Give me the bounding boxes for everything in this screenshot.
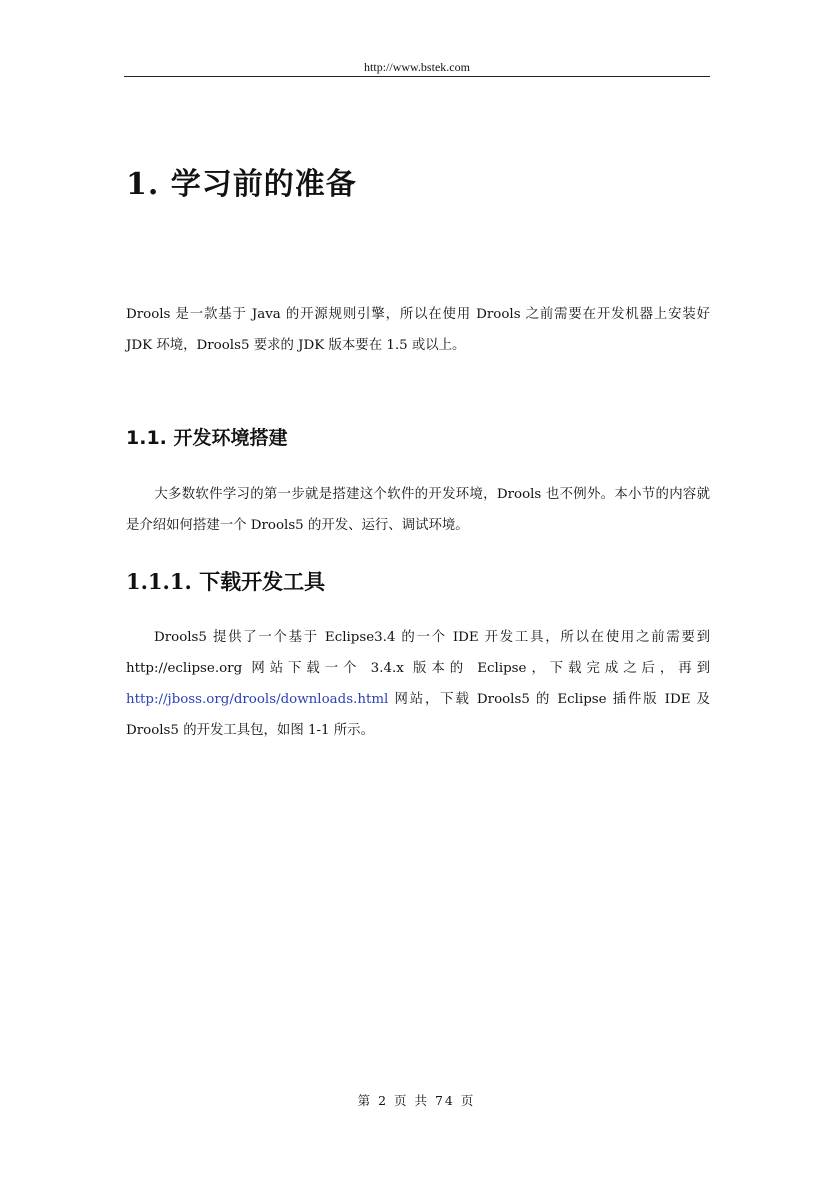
- jboss-downloads-link[interactable]: http://jboss.org/drools/downloads.html: [126, 692, 389, 707]
- header-url: http://www.bstek.com: [364, 60, 470, 74]
- section-1-1-paragraph: [126, 479, 710, 541]
- page-footer: [0, 1091, 833, 1109]
- page-number: 第 2 页 共 74 页: [357, 1093, 476, 1108]
- section-1-1-1-text-before: Drools5 提供了一个基于 Eclipse3.4 的一个 IDE 开发工具，所以在使用之前需要到 http://eclipse.org 网站下载一个 3.4.x 版本的 Eclipse，下载完成之后，再到: [126, 630, 710, 676]
- section-1-1-text: 大多数软件学习的第一步就是搭建这个软件的开发环境，Drools 也不例外。本小节的内容就是介绍如何搭建一个 Drools5 的开发、运行、调试环境。: [126, 487, 710, 533]
- section-1-1-1-text-after: 网站，下载 Drools5 的 Eclipse 插件版 IDE 及 Drools5 的开发工具包，如图 1-1 所示。: [126, 692, 710, 738]
- chapter-title: 1. 学习前的准备: [126, 167, 357, 202]
- section-title-1-1-1: 1.1.1. 下载开发工具: [126, 569, 326, 594]
- page-header: [124, 58, 710, 77]
- section-title-1-1: 1.1. 开发环境搭建: [126, 427, 288, 449]
- section-1-1-1-paragraph: [126, 622, 710, 746]
- intro-paragraph: Drools 是一款基于 Java 的开源规则引擎，所以在使用 Drools 之前需要在开发机器上安装好 JDK 环境，Drools5 要求的 JDK 版本要在 1.5 或以上。: [126, 307, 710, 353]
